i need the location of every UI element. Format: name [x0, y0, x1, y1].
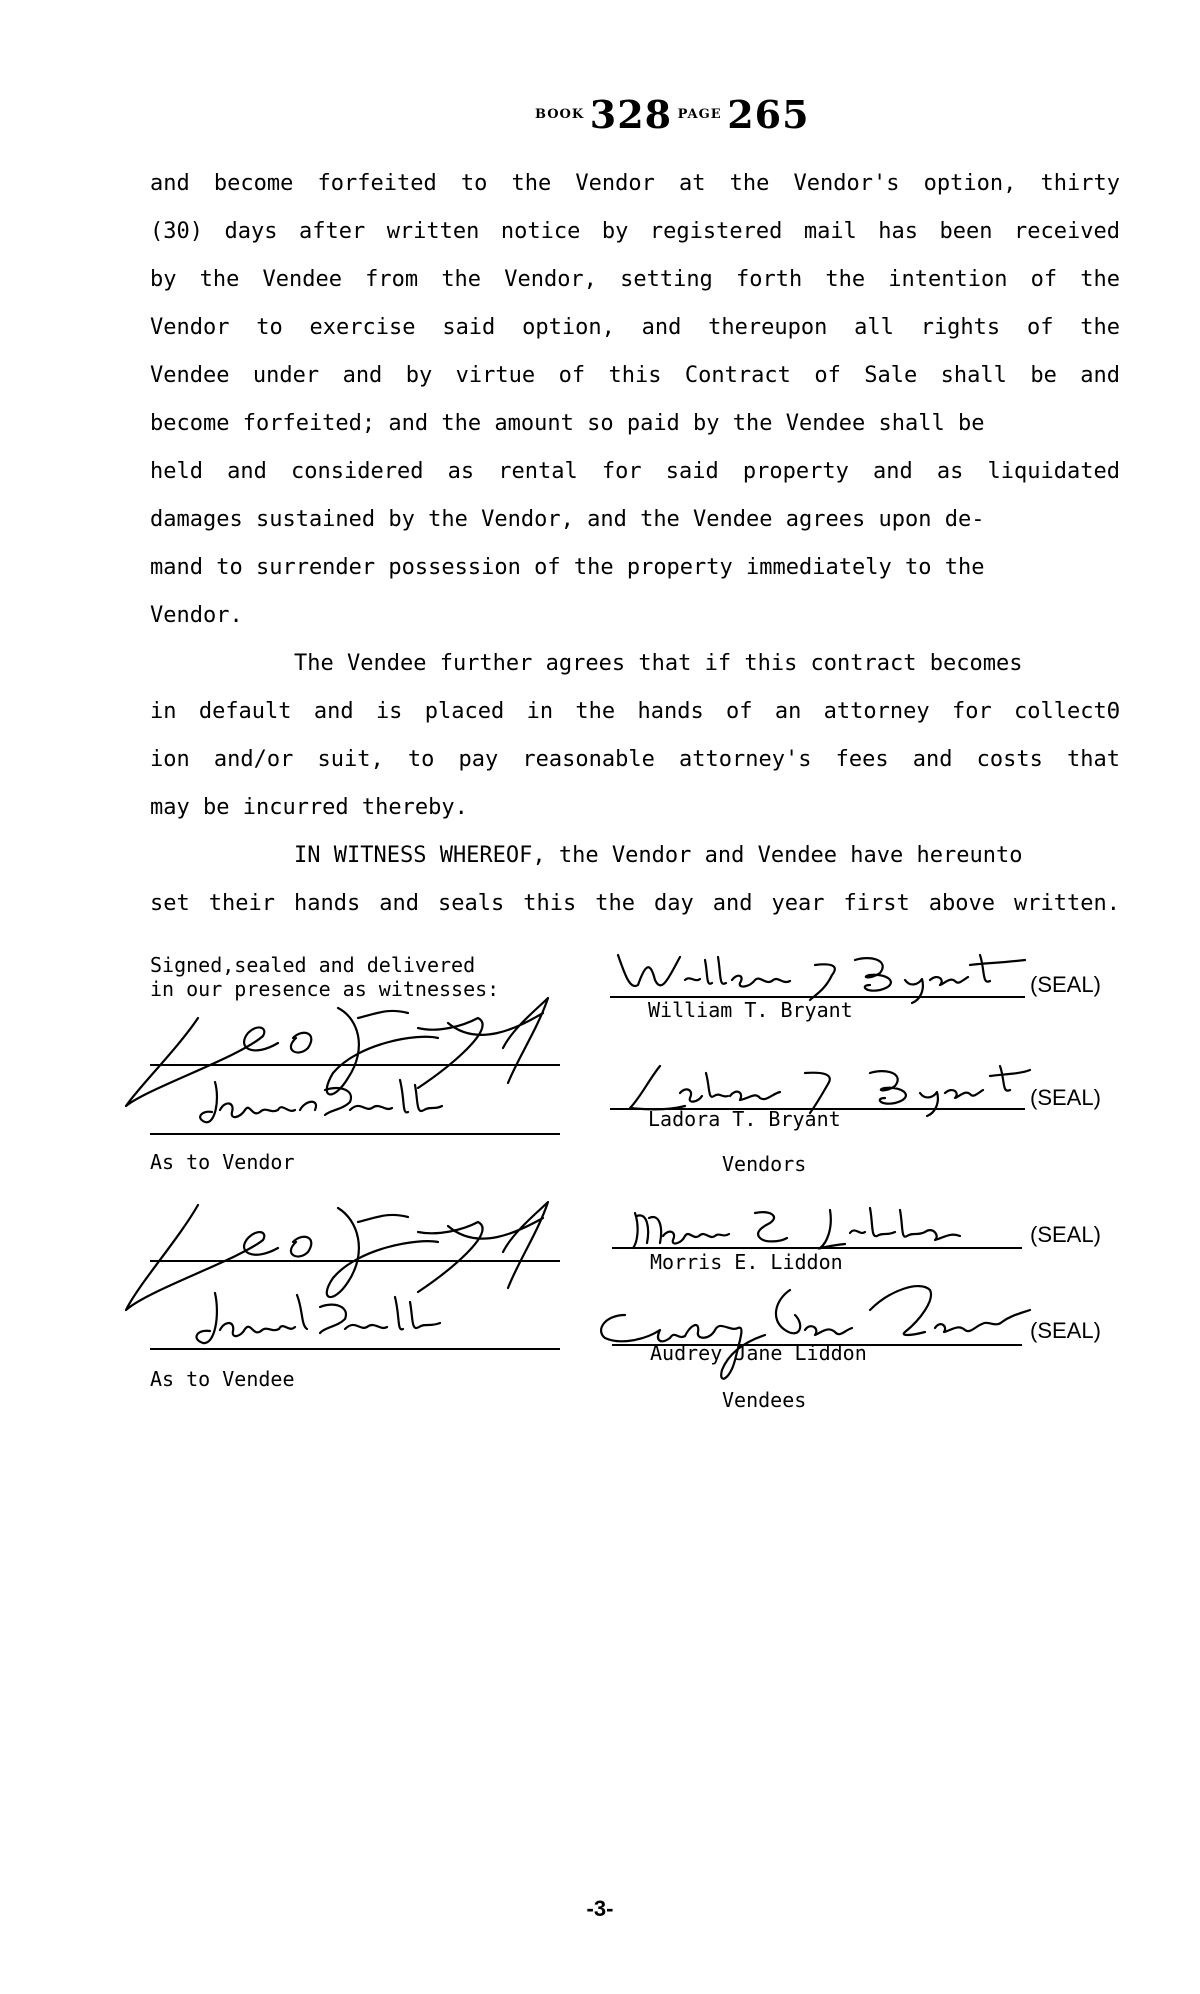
witness-signature-vendor-2 [190, 1070, 460, 1140]
text-line: mand to surrender possession of the property immediately to the [150, 555, 985, 580]
text-line: IN WITNESS WHEREOF, the Vendor and Vendee have hereunto [294, 843, 1023, 868]
page-number-stamp: 265 [727, 92, 810, 137]
caption-as-to-vendee: As to Vendee [150, 1367, 295, 1391]
text-line: Vendor to exercise said option, and thereupon all rights of the [150, 315, 1120, 340]
page-footer-number: -3- [586, 1896, 614, 1921]
text-line: set their hands and seals this the day and year first above written. [150, 891, 1120, 916]
caption-vendors: Vendors [722, 1152, 807, 1176]
signature-line [150, 1133, 560, 1135]
caption-as-to-vendor: As to Vendor [150, 1150, 295, 1174]
paragraph-attorney-fees [150, 640, 1120, 832]
typed-name-vendor-1: William T. Bryant [648, 998, 853, 1022]
signature-line [150, 1348, 560, 1350]
typed-name-vendor-2: Ladora T. Bryant [648, 1107, 841, 1131]
seal-label: (SEAL) [1030, 1085, 1101, 1110]
seal-label: (SEAL) [1030, 1318, 1101, 1343]
text-line: Vendor. [150, 603, 243, 628]
seal-label: (SEAL) [1030, 1222, 1101, 1247]
witness-intro-line-2: in our presence as witnesses: [150, 977, 500, 1001]
book-number: 328 [589, 92, 673, 137]
text-line: by the Vendee from the Vendor, setting forth the intention of the [150, 267, 1120, 292]
witness-intro-line-1: Signed,sealed and delivered [150, 953, 476, 977]
text-line: damages sustained by the Vendor, and the Vendee agrees upon de- [150, 507, 985, 532]
page-label: PAGE [677, 107, 722, 122]
text-line: and become forfeited to the Vendor at the Vendor's option, thirty [150, 171, 1120, 196]
text-line: become forfeited; and the amount so paid by the Vendee shall be [150, 411, 985, 436]
caption-vendees: Vendees [722, 1388, 807, 1412]
contract-body [150, 160, 1120, 928]
signature-line [612, 1247, 1022, 1249]
signature-audrey-liddon [590, 1270, 1040, 1400]
typed-name-vendee-1: Morris E. Liddon [650, 1250, 843, 1274]
text-line: may be incurred thereby. [150, 795, 468, 820]
text-line: ion and/or suit, to pay reasonable attorney's fees and costs that [150, 747, 1120, 772]
book-page-stamp [535, 92, 835, 142]
text-line: The Vendee further agrees that if this contract becomes [294, 651, 1023, 676]
paragraph-forfeiture [150, 160, 1120, 640]
typed-name-vendee-2: Audrey Jane Liddon [650, 1341, 867, 1365]
text-line: in default and is placed in the hands of an attorney for collectΘ [150, 699, 1120, 724]
signature-morris-liddon [615, 1198, 995, 1258]
signature-line [150, 1064, 560, 1066]
book-label: BOOK [535, 107, 585, 122]
seal-label: (SEAL) [1030, 972, 1101, 997]
paragraph-in-witness [150, 832, 1120, 928]
signature-line [150, 1260, 560, 1262]
text-line: Vendee under and by virtue of this Contract of Sale shall be and [150, 363, 1120, 388]
text-line: held and considered as rental for said property and as liquidated [150, 459, 1120, 484]
text-line: (30) days after written notice by registered mail has been received [150, 219, 1120, 244]
